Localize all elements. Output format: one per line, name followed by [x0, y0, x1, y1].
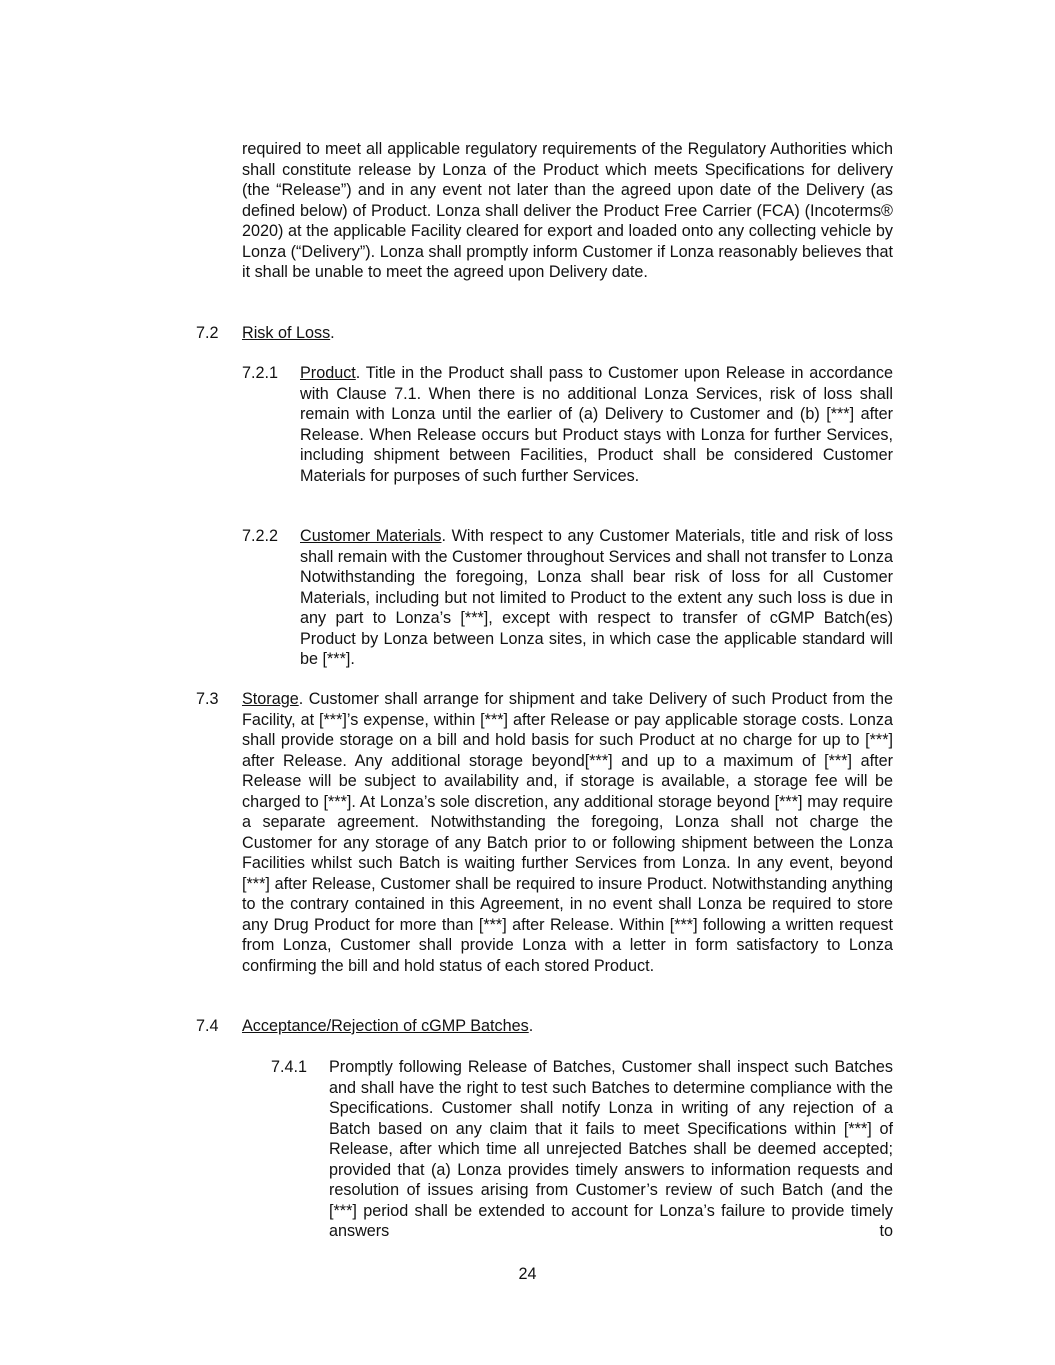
section-7-4-1-text: Promptly following Release of Batches, Customer shall inspect such Batches and shall have the right to test such Batches to determine compliance with the Specifications. Customer shall notify Lonza in writing of any rejection of a Batch based on any claim that it fails to meet Specifications within [***] of Release, after which time all unrejected Batches shall be deemed accepted; provided that (a) Lonza provides timely answers to information requests and resolution of issues arising from Customer’s review of such Batch (and the [***] period shall be extended to account for Lonza’s failure to provide timely answers to	[329, 1058, 893, 1240]
section-7-2-2-body: . With respect to any Customer Materials, title and risk of loss shall remain with the Customer throughout Services and shall not transfer to Lonza Notwithstanding the foregoing, Lonza shall bear risk of loss for all Customer Materials, including but not limited to Product to the extent any such loss is due in any part to Lonza’s [***], except with respect to transfer of cGMP Batch(es) Product by Lonza between Lonza sites, in which case the applicable standard will be [***].	[300, 527, 893, 668]
section-7-2-1-text	[300, 363, 893, 486]
section-7-2-title: Risk of Loss	[242, 324, 331, 342]
section-7-2-number: 7.2	[196, 324, 219, 342]
section-7-2-1-title: Product	[300, 364, 356, 382]
page-number: 24	[518, 1265, 537, 1283]
section-7-2-1-body: . Title in the Product shall pass to Customer upon Release in accordance with Clause 7.1. When there is no additional Lonza Services, risk of loss shall remain with Lonza until the earlier of (a) Delivery to Customer and (b) [***] after Release. When Release occurs but Product stays with Lonza for further Services, including shipment between Facilities, Product shall be considered Customer Materials for purposes of such further Services.	[300, 364, 893, 485]
section-7-4-trail: .	[528, 1017, 534, 1035]
intro-paragraph: required to meet all applicable regulatory requirements of the Regulatory Authorities which shall constitute release by Lonza of the Product which meets Specifications for delivery (the “Release”) and in any event not later than the agreed upon date of the Delivery (as defined below) of Product. Lonza shall deliver the Product Free Carrier (FCA) (Incoterms® 2020) at the applicable Facility cleared for export and loaded onto any collecting vehicle by Lonza (“Delivery”). Lonza shall promptly inform Customer if Lonza reasonably believes that it shall be unable to meet the agreed upon Delivery date.	[242, 140, 893, 281]
section-7-3-number: 7.3	[196, 690, 219, 708]
section-7-2-heading	[242, 323, 335, 344]
section-7-2-2-text	[300, 526, 893, 670]
section-7-2-1-number: 7.2.1	[242, 364, 279, 382]
section-7-2-2-number: 7.2.2	[242, 527, 279, 545]
section-7-4-title: Acceptance/Rejection of cGMP Batches	[242, 1017, 529, 1035]
section-7-4-heading	[242, 1016, 533, 1037]
section-7-4-1-number: 7.4.1	[271, 1058, 308, 1076]
section-7-2-2-title: Customer Materials	[300, 527, 442, 545]
section-7-3-text	[242, 689, 893, 976]
section-7-3-body: . Customer shall arrange for shipment and take Delivery of such Product from the Facility, at [***]’s expense, within [***] after Release or pay applicable storage costs. Lonza shall provide storage on a bill and hold basis for such Product at no charge for up to [***] after Release. Any additional storage beyond[***] and up to a maximum of [***] after Release will be subject to availability and, if storage is available, a storage fee will be charged to [***]. At Lonza’s sole discretion, any additional storage beyond [***] may require a separate agreement. Notwithstanding the foregoing, Lonza shall not charge the Customer for any storage of any Batch prior to or following shipment between the Lonza Facilities whilst such Batch is waiting further Services from Lonza. In any event, beyond [***] after Release, Customer shall be required to insure Product. Notwithstanding anything to the contrary contained in this Agreement, in no event shall Lonza be required to store any Drug Product for more than [***] after Release. Within [***] following a written request from Lonza, Customer shall provide Lonza with a letter in form satisfactory to Lonza confirming the bill and hold status of each stored Product.	[242, 690, 893, 975]
section-7-4-number: 7.4	[196, 1017, 219, 1035]
section-7-3-title: Storage	[242, 690, 299, 708]
section-7-2-trail: .	[330, 324, 335, 342]
